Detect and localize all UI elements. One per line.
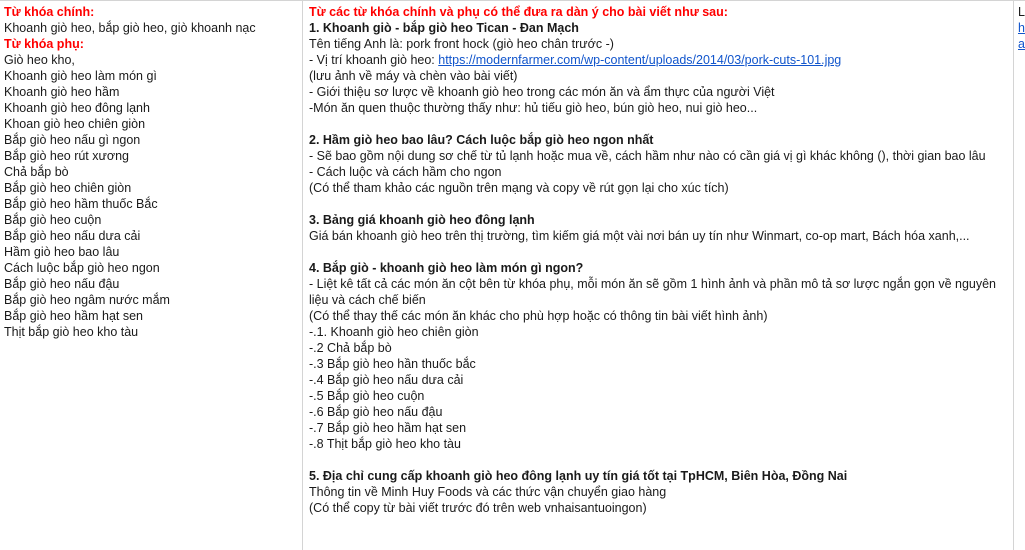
- sub-keyword-item: Bắp giò heo nấu dưa cải: [4, 229, 141, 243]
- section-1-image-line: [309, 52, 1007, 68]
- section-5-text: Thông tin về Minh Huy Foods và các thức vận chuyển giao hàng: [309, 485, 667, 499]
- section-2-title: 2. Hầm giò heo bao lâu? Cách luộc bắp giò heo ngon nhất: [309, 133, 654, 147]
- sub-keyword-item: Cách luộc bắp giò heo ngon: [4, 261, 160, 275]
- dish-list-item: -.1. Khoanh giò heo chiên giòn: [309, 325, 479, 339]
- dish-list-item: -.3 Bắp giò heo hần thuốc bắc: [309, 357, 476, 371]
- clipped-link-line: [1018, 20, 1025, 36]
- dish-list-item: -.8 Thịt bắp giò heo kho tàu: [309, 437, 461, 451]
- sub-keyword-item: Hầm giò heo bao lâu: [4, 245, 120, 259]
- sub-keyword-item: Bắp giò heo nấu đậu: [4, 277, 120, 291]
- sub-keyword-item: Bắp giò heo hầm thuốc Bắc: [4, 197, 158, 211]
- main-keyword-heading: Từ khóa chính:: [4, 5, 95, 19]
- sub-keyword-item: Bắp giò heo ngâm nước mắm: [4, 293, 170, 307]
- sub-keyword-item: Khoanh giò heo hầm: [4, 85, 120, 99]
- sub-keyword-item: Khoanh giò heo làm món gì: [4, 69, 157, 83]
- section-1-text: - Giới thiệu sơ lược về khoanh giò heo trong các món ăn và ẩm thực của người Việt: [309, 85, 775, 99]
- section-4-text: - Liệt kê tất cả các món ăn cột bên từ khóa phụ, mỗi món ăn sẽ gồm 1 hình ảnh và phần mô tả sơ lược ngắn gọn về nguyên liệu và cách chế biến: [309, 277, 997, 307]
- blank-line: [309, 244, 1007, 260]
- sub-keyword-item: Thịt bắp giò heo kho tàu: [4, 325, 139, 339]
- dish-list-item: -.5 Bắp giò heo cuộn: [309, 389, 425, 403]
- section-2-text: - Cách luộc và cách hầm cho ngon: [309, 165, 502, 179]
- section-2-text: (Có thể tham khảo các nguồn trên mạng và copy về rút gọn lại cho xúc tích): [309, 181, 729, 195]
- dish-list-item: -.4 Bắp giò heo nấu dưa cải: [309, 373, 464, 387]
- sub-keyword-item: Bắp giò heo rút xương: [4, 149, 129, 163]
- clipped-link[interactable]: h: [1018, 21, 1025, 35]
- section-4-title: 4. Bắp giò - khoanh giò heo làm món gì ngon?: [309, 261, 584, 275]
- sub-keyword-item: Khoan giò heo chiên giòn: [4, 117, 146, 131]
- sub-keyword-item: Bắp giò heo hầm hạt sen: [4, 309, 143, 323]
- blank-line: [309, 196, 1007, 212]
- sub-keyword-heading: Từ khóa phụ:: [4, 37, 84, 51]
- section-5-text: (Có thể copy từ bài viết trước đó trên web vnhaisantuoingon): [309, 501, 647, 515]
- section-5-title: 5. Địa chỉ cung cấp khoanh giò heo đông lạnh uy tín giá tốt tại TpHCM, Biên Hòa, Đồng Nai: [309, 469, 848, 483]
- sub-keyword-item: Chả bắp bò: [4, 165, 69, 179]
- sub-keyword-item: Bắp giò heo nấu gì ngon: [4, 133, 141, 147]
- dish-list-item: -.6 Bắp giò heo nấu đậu: [309, 405, 443, 419]
- section-1-title: 1. Khoanh giò - bắp giò heo Tican - Đan Mạch: [309, 21, 579, 35]
- section-4-text: (Có thể thay thế các món ăn khác cho phù hợp hoặc có thông tin bài viết hình ảnh): [309, 309, 768, 323]
- clipped-link[interactable]: a: [1018, 37, 1025, 51]
- section-2-text: - Sẽ bao gồm nội dung sơ chế từ tủ lạnh hoặc mua về, cách hầm như nào có cần giá vị gì khác không (), thời gian bao lâu: [309, 149, 986, 163]
- section-1-text: -Món ăn quen thuộc thường thấy như: hủ tiếu giò heo, bún giò heo, nui giò heo...: [309, 101, 758, 115]
- blank-line: [309, 116, 1007, 132]
- section-3-text: Giá bán khoanh giò heo trên thị trường, tìm kiếm giá một vài nơi bán uy tín như Winmart, co-op mart, Bách hóa xanh,...: [309, 229, 970, 243]
- blank-line: [309, 452, 1007, 468]
- sub-keyword-item: Bắp giò heo chiên giòn: [4, 181, 132, 195]
- outline-heading: Từ các từ khóa chính và phụ có thể đưa ra dàn ý cho bài viết như sau:: [309, 5, 728, 19]
- keywords-cell[interactable]: [0, 1, 303, 550]
- section-1-image-label: - Vị trí khoanh giò heo:: [309, 53, 439, 67]
- sub-keyword-item: Khoanh giò heo đông lạnh: [4, 101, 150, 115]
- outline-cell[interactable]: [303, 1, 1014, 550]
- next-column-cell[interactable]: [1014, 1, 1025, 550]
- sub-keyword-item: Bắp giò heo cuộn: [4, 213, 102, 227]
- section-3-title: 3. Bảng giá khoanh giò heo đông lạnh: [309, 213, 535, 227]
- section-1-text: (lưu ảnh về máy và chèn vào bài viết): [309, 69, 518, 83]
- dish-list-item: -.2 Chả bắp bò: [309, 341, 392, 355]
- clipped-link-line: [1018, 36, 1025, 52]
- clipped-text: L: [1018, 5, 1025, 19]
- section-1-text: Tên tiếng Anh là: pork front hock (giò heo chân trước -): [309, 37, 614, 51]
- main-keyword-text: Khoanh giò heo, bắp giò heo, giò khoanh nạc: [4, 21, 256, 35]
- pork-cuts-image-link[interactable]: https://modernfarmer.com/wp-content/uploads/2014/03/pork-cuts-101.jpg: [438, 53, 842, 67]
- dish-list-item: -.7 Bắp giò heo hầm hạt sen: [309, 421, 467, 435]
- sub-keyword-item: Giò heo kho,: [4, 53, 75, 67]
